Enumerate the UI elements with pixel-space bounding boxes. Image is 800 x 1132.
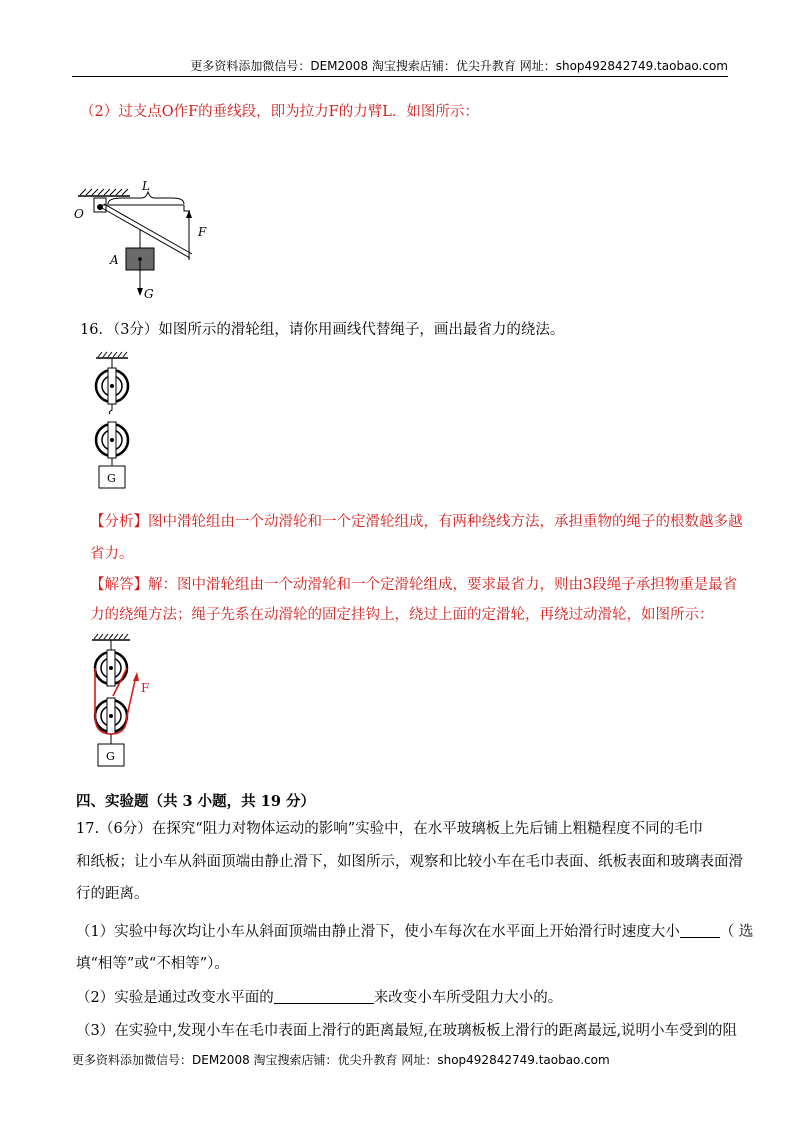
label-a: A xyxy=(110,253,119,267)
q17-p1-tail: （ 选 xyxy=(719,924,754,940)
q17-p2-tail: 来改变小车所受阻力大小的。 xyxy=(373,990,563,1006)
q17-p3: （3）在实验中,发现小车在毛巾表面上滑行的距离最短,在玻璃板板上滑行的距离最远,说明小车受到的阻 xyxy=(76,1023,738,1039)
lever-figure xyxy=(72,178,222,303)
q17-p2-text: （2）实验是通过改变水平面的 xyxy=(76,990,274,1006)
q17-p2 xyxy=(76,986,562,1007)
answer-line2: 力的绕绳方法；绳子先系在动滑轮的固定挂钩上，绕过上面的定滑轮，再绕过动滑轮，如图所示： xyxy=(90,607,714,623)
label-g: G xyxy=(144,287,154,301)
q17-line2: 和纸板；让小车从斜面顶端由静止滑下，如图所示，观察和比较小车在毛巾表面、纸板表面和玻璃表面滑 xyxy=(76,854,743,870)
weight-label-g: G xyxy=(107,472,116,485)
page-footer: 更多资料添加微信号：DEM2008 淘宝搜索店铺：优尖升教育 网址：shop492842749.taobao.com xyxy=(72,1053,610,1067)
analysis-line1: 【分析】图中滑轮组由一个动滑轮和一个定滑轮组成，有两种绕线方法，承担重物的绳子的根数越多越 xyxy=(90,514,743,530)
q16-text: 16．（3分）如图所示的滑轮组，请你用画线代替绳子，画出最省力的绕法。 xyxy=(80,322,565,338)
label-l: L xyxy=(142,179,150,193)
page-header: 更多资料添加微信号：DEM2008 淘宝搜索店铺：优尖升教育 网址：shop492842749.taobao.com xyxy=(190,59,728,73)
label-f: F xyxy=(198,225,207,239)
q17-p1-text: （1）实验中每次均让小车从斜面顶端由静止滑下，使小车每次在水平面上开始滑行时速度大小 xyxy=(76,924,680,940)
q17-p1 xyxy=(76,920,753,941)
q17-line1: 17.（6分）在探究“阻力对物体运动的影响”实验中，在水平玻璃板上先后铺上粗糙程度不同的毛巾 xyxy=(76,821,704,837)
force-label-f: F xyxy=(141,681,150,695)
q17-p1-cont: 填“相等”或“不相等”）。 xyxy=(76,956,229,972)
section-title: 四、实验题（共 3 小题，共 19 分） xyxy=(76,793,315,810)
pulley-figure xyxy=(88,346,138,494)
answer-blank-1[interactable] xyxy=(680,923,720,938)
answer-line1: 【解答】解：图中滑轮组由一个动滑轮和一个定滑轮组成，要求最省力，则由3段绳子承担物重是最省 xyxy=(90,577,738,593)
answer-blank-2[interactable] xyxy=(274,989,374,1004)
q17-line3: 行的距离。 xyxy=(76,886,149,902)
weight-label-g2: G xyxy=(106,750,115,763)
label-o: O xyxy=(74,207,84,221)
analysis-line2: 省力。 xyxy=(90,546,134,562)
header-rule xyxy=(72,76,728,77)
q15-part2-text: （2）过支点O作F的垂线段，即为拉力F的力臂L．如图所示： xyxy=(80,104,479,120)
pulley-solution-figure xyxy=(84,628,164,778)
